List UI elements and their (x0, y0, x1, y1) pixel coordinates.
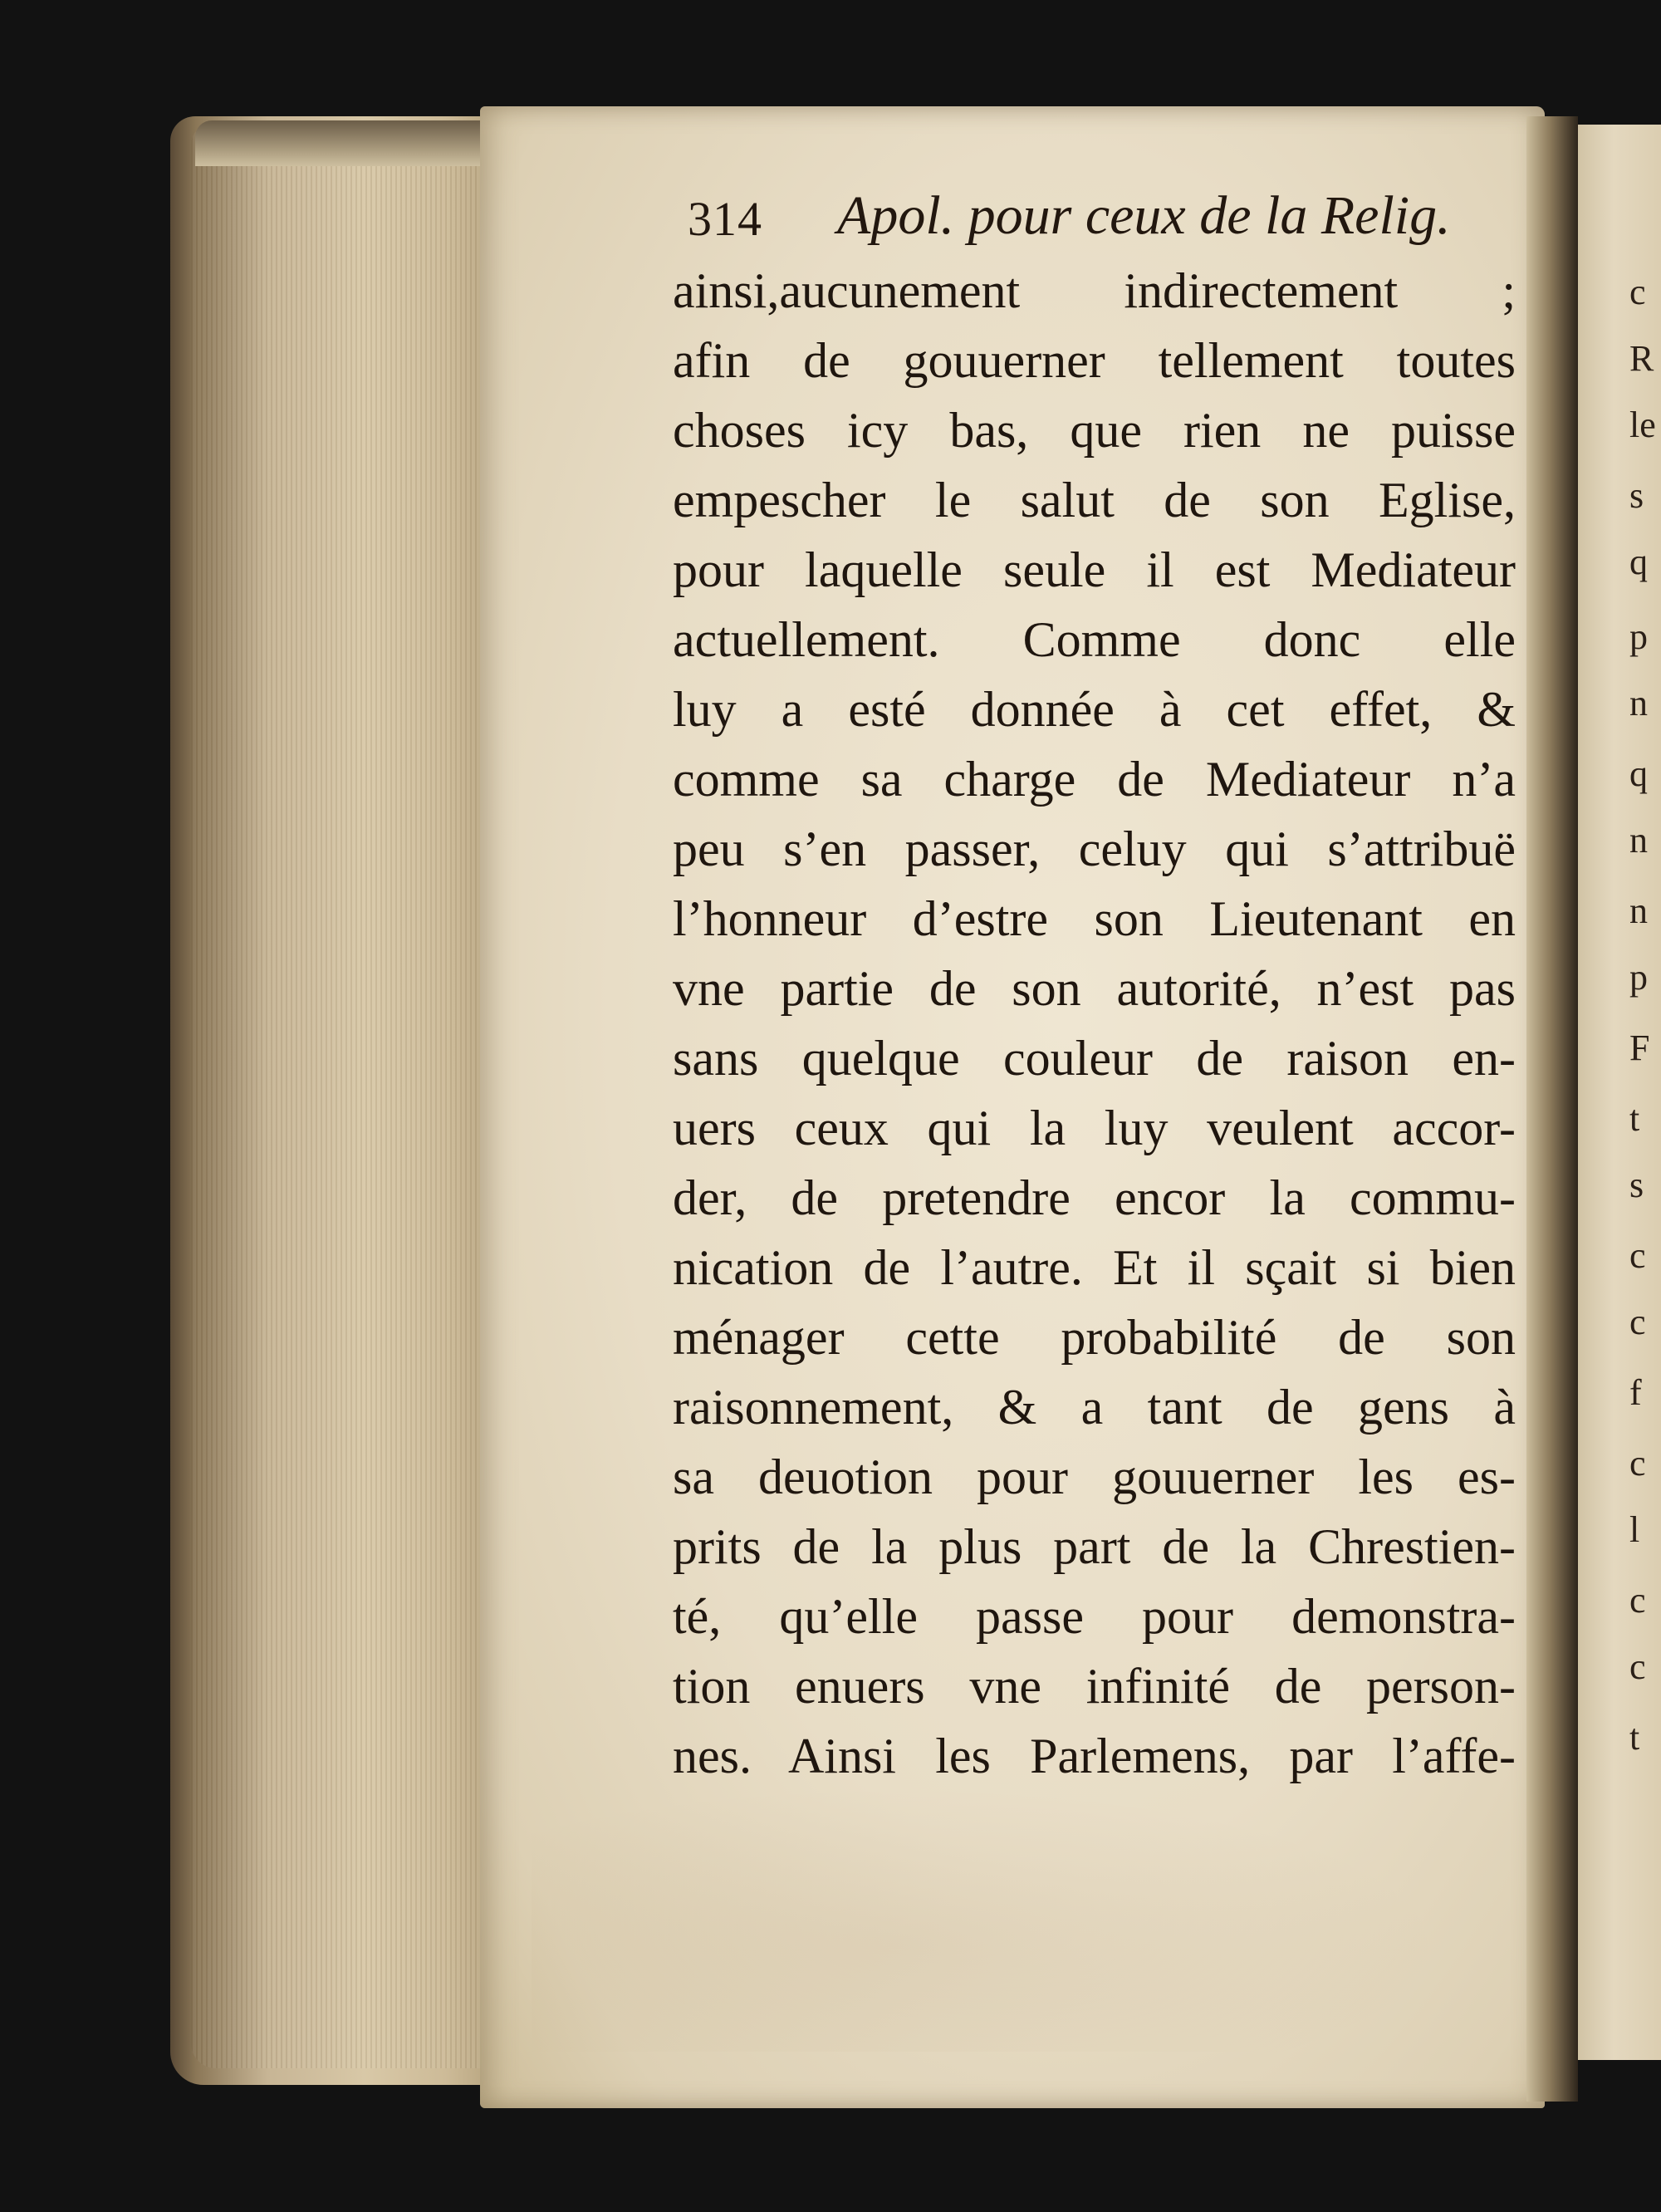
text-line: l’honneur d’estre son Lieutenant en (673, 891, 1516, 946)
page-stain (532, 1786, 1445, 2052)
facing-letter: c (1629, 1580, 1646, 1621)
facing-letter: c (1629, 1443, 1646, 1484)
text-line: comme sa charge de Mediateur n’a (673, 752, 1516, 807)
facing-letter: c (1629, 1235, 1646, 1276)
facing-letter: F (1629, 1028, 1650, 1068)
facing-letter: c (1629, 1302, 1646, 1342)
facing-letter: n (1629, 683, 1648, 723)
text-line: afin de gouuerner tellement toutes (673, 333, 1516, 388)
facing-letter: c (1629, 272, 1646, 312)
facing-letter: q (1629, 542, 1648, 582)
text-line: sa deuotion pour gouuerner les es- (673, 1449, 1516, 1504)
text-line: raisonnement, & a tant de gens à (673, 1380, 1516, 1435)
text-line: pour laquelle seule il est Mediateur (673, 542, 1516, 597)
facing-letter: s (1629, 1165, 1644, 1205)
text-line: uers ceux qui la luy veulent accor- (673, 1101, 1516, 1155)
facing-letter: l (1629, 1509, 1640, 1550)
running-title: Apol. pour ceux de la Relig. (837, 185, 1451, 246)
page-number: 314 (688, 192, 762, 246)
text-line: peu s’en passer, celuy qui s’attribuë (673, 822, 1516, 876)
facing-letter: c (1629, 1646, 1646, 1687)
facing-letter: t (1629, 1098, 1640, 1139)
text-line: tion enuers vne infinité de person- (673, 1659, 1516, 1714)
text-line: der, de pretendre encor la commu- (673, 1170, 1516, 1225)
text-line: empescher le salut de son Eglise, (673, 473, 1516, 527)
page-edges (191, 125, 490, 2068)
facing-letter: f (1629, 1372, 1642, 1413)
text-line: ainsi,aucunement indirectement ; (673, 263, 1516, 318)
facing-letter: n (1629, 820, 1648, 861)
body-text (673, 256, 1516, 1791)
facing-letter: s (1629, 475, 1644, 516)
facing-letter: t (1629, 1717, 1640, 1758)
page-block-top (195, 120, 494, 166)
text-line: nes. Ainsi les Parlemens, par l’affe- (673, 1729, 1516, 1783)
running-head (688, 184, 1468, 259)
text-line: nication de l’autre. Et il sçait si bien (673, 1240, 1516, 1295)
gutter-shadow (1526, 116, 1578, 2102)
facing-letter: p (1629, 957, 1648, 998)
facing-letter: R (1629, 338, 1654, 379)
facing-page-letters (1629, 0, 1661, 2212)
text-line: ménager cette probabilité de son (673, 1310, 1516, 1365)
text-line: té, qu’elle passe pour demonstra- (673, 1589, 1516, 1644)
text-line: prits de la plus part de la Chrestien- (673, 1519, 1516, 1574)
facing-letter: q (1629, 753, 1648, 794)
text-line: luy a esté donnée à cet effet, & (673, 682, 1516, 737)
facing-letter: le (1629, 405, 1656, 445)
text-line: sans quelque couleur de raison en- (673, 1031, 1516, 1086)
facing-letter: p (1629, 616, 1648, 657)
text-line: vne partie de son autorité, n’est pas (673, 961, 1516, 1016)
text-line: actuellement. Comme donc elle (673, 612, 1516, 667)
facing-letter: n (1629, 890, 1648, 931)
text-line: choses icy bas, que rien ne puisse (673, 403, 1516, 458)
